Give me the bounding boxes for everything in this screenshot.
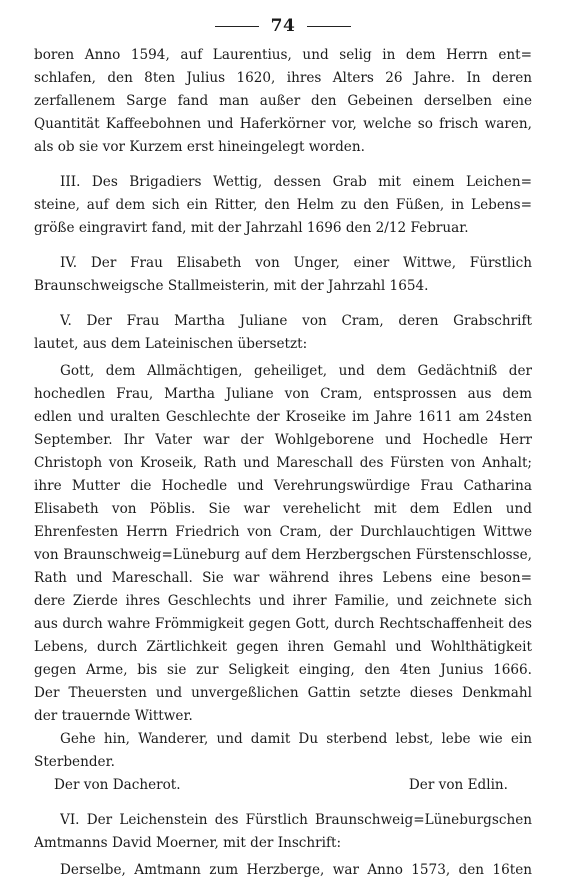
text-line: schlafen, den 8ten Julius 1620, ihres Alters 26 Jahre. In deren bbox=[34, 70, 532, 86]
header-rule-left bbox=[215, 26, 259, 27]
text-line: größe eingravirt fand, mit der Jahrzahl 1696 den 2/12 Februar. bbox=[34, 220, 469, 236]
text-line: von Braunschweig=Lüneburg auf dem Herzbergschen Fürstenschlosse, bbox=[34, 547, 532, 563]
text-line: der trauernde Wittwer. bbox=[34, 708, 193, 724]
text-line: Derselbe, Amtmann zum Herzberge, war Anno 1573, den 16ten bbox=[60, 862, 532, 878]
text-line: Amtmanns David Moerner, mit der Inschrift: bbox=[34, 835, 342, 851]
text-line: gegen Arme, bis sie zur Seligkeit einging, den 4ten Junius 1666. bbox=[34, 662, 532, 678]
text-line: September. Ihr Vater war der Wohlgeborene und Hochedle Herr bbox=[34, 432, 532, 448]
text-line: hochedlen Frau, Martha Juliane von Cram, entsprossen aus dem bbox=[34, 386, 532, 402]
page-header bbox=[34, 14, 532, 38]
text-line: Christoph von Kroseik, Rath und Mareschall des Fürsten von Anhalt; bbox=[34, 455, 532, 471]
text-line: lautet, aus dem Lateinischen übersetzt: bbox=[34, 336, 308, 352]
text-line: III. Des Brigadiers Wettig, dessen Grab mit einem Leichen= bbox=[60, 174, 532, 190]
text-line: Braunschweigsche Stallmeisterin, mit der Jahrzahl 1654. bbox=[34, 278, 429, 294]
page-number: 74 bbox=[270, 16, 296, 36]
text-line: zerfallenem Sarge fand man außer den Gebeinen derselben eine bbox=[34, 93, 532, 109]
signature-line bbox=[34, 774, 532, 797]
text-line: VI. Der Leichenstein des Fürstlich Braunschweig=Lüneburgschen bbox=[60, 812, 532, 828]
text-line: steine, auf dem sich ein Ritter, den Helm zu den Füßen, in Lebens= bbox=[34, 197, 532, 213]
header-rule-right bbox=[307, 26, 351, 27]
text-line: Gott, dem Allmächtigen, geheiliget, und dem Gedächtniß der bbox=[60, 363, 532, 379]
text-line: Gehe hin, Wanderer, und damit Du sterbend lebst, lebe wie ein bbox=[60, 731, 532, 747]
text-line: boren Anno 1594, auf Laurentius, und selig in dem Herrn ent= bbox=[34, 47, 532, 63]
book-page bbox=[34, 0, 532, 896]
text-line: dere Zierde ihres Geschlechts und ihrer Familie, und zeichnete sich bbox=[34, 593, 532, 609]
text-line: Elisabeth von Pöblis. Sie war verehelicht mit dem Edlen und bbox=[34, 501, 532, 517]
text-line: aus durch wahre Frömmigkeit gegen Gott, durch Rechtschaffenheit des bbox=[34, 616, 532, 632]
text-line: ihre Mutter die Hochedle und Verehrungswürdige Frau Catharina bbox=[34, 478, 532, 494]
signature-right: Der von Edlin. bbox=[408, 777, 508, 793]
text-line: Quantität Kaffeebohnen und Haferkörner vor, welche so frisch waren, bbox=[34, 116, 532, 132]
text-line: Rath und Mareschall. Sie war während ihres Lebens eine beson= bbox=[34, 570, 532, 586]
text-line: Ehrenfesten Herrn Friedrich von Cram, der Durchlauchtigen Wittwe bbox=[34, 524, 532, 540]
text-line: als ob sie vor Kurzem erst hineingelegt worden. bbox=[34, 139, 365, 155]
text-line: Sterbender. bbox=[34, 754, 115, 770]
text-line: Der Theuersten und unvergeßlichen Gattin setzte dieses Denkmahl bbox=[34, 685, 532, 701]
text-line: IV. Der Frau Elisabeth von Unger, einer Wittwe, Fürstlich bbox=[60, 255, 532, 271]
text-line: edlen und uralten Geschlechte der Kroseike im Jahre 1611 am 24sten bbox=[34, 409, 532, 425]
text-line: Lebens, durch Zärtlichkeit gegen ihren Gemahl und Wohlthätigkeit bbox=[34, 639, 532, 655]
signature-left: Der von Dacherot. bbox=[54, 777, 181, 793]
text-line: V. Der Frau Martha Juliane von Cram, deren Grabschrift bbox=[60, 313, 532, 329]
